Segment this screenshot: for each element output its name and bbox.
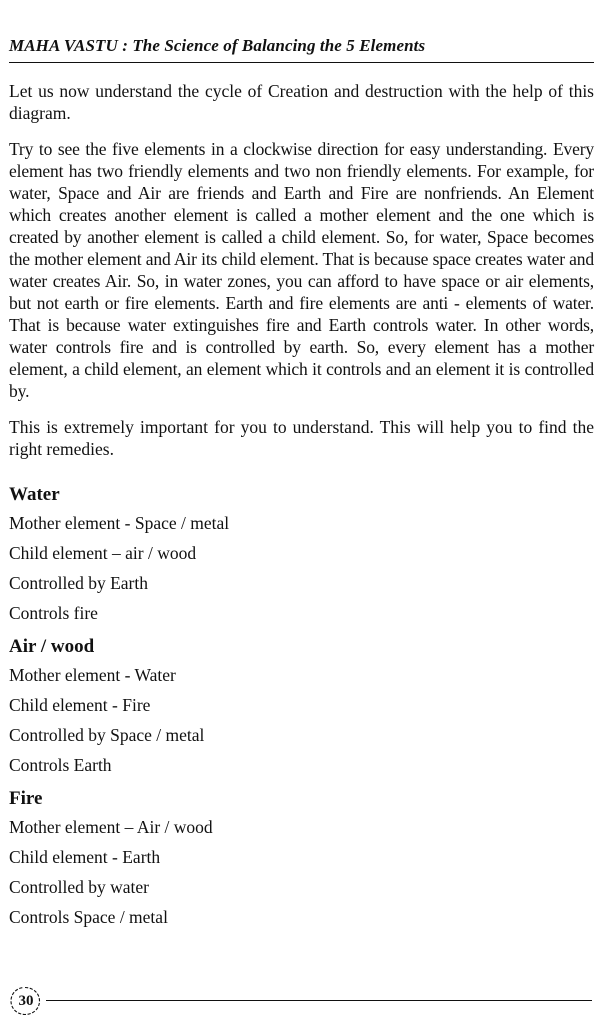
section-item: Controlled by water — [9, 877, 149, 897]
page-body — [9, 80, 594, 932]
section-item: Controls Space / metal — [9, 907, 168, 927]
section-item: Controlled by Space / metal — [9, 725, 205, 745]
paragraph-importance: This is extremely important for you to understand. This will help you to find the right remedies. — [9, 417, 594, 459]
header-rule — [9, 62, 594, 63]
section-item: Child element – air / wood — [9, 543, 197, 563]
section-title-air-wood: Air / wood — [9, 636, 95, 657]
section-item: Mother element - Water — [9, 665, 176, 685]
element-sections — [9, 482, 594, 932]
page-number: 30 — [18, 993, 34, 1009]
paragraph-cycle-explanation: Try to see the five elements in a clockwise direction for easy understanding. Every element has two friendly elements and two non friendly elements. For example, for water, Space and Air are friends and Earth and Fire are nonfriends. An Element which creates another element is called a mother element and the one which is created by another element is called a child element. So, for water, Space becomes the mother element and Air its child element. That is because space creates water and water creates Air. So, in water zones, you can afford to have space or air elements, but not earth or fire elements. Earth and fire elements are anti - elements of water. That is because water extinguishes fire and Earth controls water. In other words, water controls fire and is controlled by earth. So, every element has a mother element, a child element, an element which it controls and an element it is controlled by. — [9, 139, 594, 401]
section-title-water: Water — [9, 484, 60, 505]
section-item: Controlled by Earth — [9, 573, 149, 593]
section-item: Controls Earth — [9, 755, 112, 775]
section-title-fire: Fire — [9, 788, 43, 809]
section-item: Mother element – Air / wood — [9, 817, 213, 837]
page-footer — [8, 985, 596, 1017]
section-item: Child element - Earth — [9, 847, 161, 867]
running-header: MAHA VASTU : The Science of Balancing the 5 Elements — [9, 36, 426, 55]
section-fire — [9, 786, 594, 932]
paragraph-intro: Let us now understand the cycle of Creation and destruction with the help of this diagram. — [9, 81, 594, 123]
section-item: Child element - Fire — [9, 695, 151, 715]
section-air-wood — [9, 634, 594, 780]
section-water — [9, 482, 594, 628]
section-item: Controls fire — [9, 603, 98, 623]
section-item: Mother element - Space / metal — [9, 513, 230, 533]
footer-rule — [46, 1000, 592, 1001]
